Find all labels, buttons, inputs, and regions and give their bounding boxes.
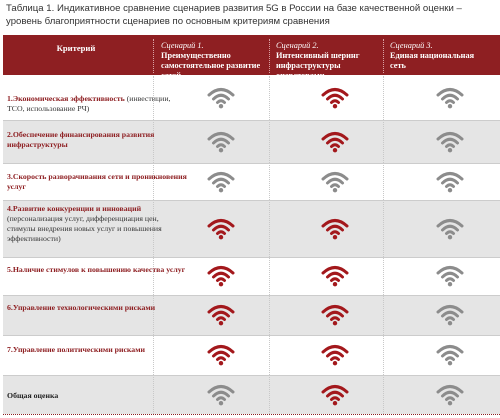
- column-divider: [269, 375, 270, 414]
- column-divider: [269, 335, 270, 375]
- criterion-title: Наличие стимулов к повышению качества услуг: [12, 265, 186, 274]
- criterion-label: [7, 265, 187, 275]
- criterion-number: 3.: [7, 172, 13, 181]
- wifi-signal-icon-red: [321, 304, 349, 326]
- row-separator: [3, 200, 500, 201]
- column-divider: [383, 295, 384, 335]
- table-row: [3, 76, 500, 120]
- wifi-signal-icon-red: [321, 87, 349, 109]
- wifi-signal-icon-red: [321, 384, 349, 406]
- column-divider: [153, 257, 154, 295]
- criterion-title: Развитие конкуренции и инноваций: [12, 204, 142, 213]
- column-divider: [153, 335, 154, 375]
- criterion-number: 4.: [7, 204, 13, 213]
- criterion-number: 7.: [7, 345, 13, 354]
- criterion-label: [7, 130, 187, 150]
- row-separator: [3, 163, 500, 164]
- table-row: [3, 295, 500, 335]
- criterion-title: Экономическая эффективность: [12, 94, 125, 103]
- scenario-3-desc: Единая национальная сеть: [390, 51, 475, 70]
- criterion-label: [7, 94, 187, 114]
- table-row: [3, 163, 500, 200]
- column-divider: [383, 257, 384, 295]
- header-scenario-3: [390, 41, 490, 71]
- table-row: [3, 375, 500, 414]
- criterion-title: Управление политическими рисками: [12, 345, 145, 354]
- table-caption: Таблица 1. Индикативное сравнение сценариев развития 5G в России на базе качественной оценки – уровень благоприятности сценариев по основным критериям сравнения: [6, 3, 462, 27]
- header-scenario-1: [161, 41, 261, 81]
- column-divider: [269, 76, 270, 120]
- column-divider: [153, 295, 154, 335]
- criterion-label: [7, 303, 187, 313]
- wifi-signal-icon-red: [207, 265, 235, 287]
- wifi-signal-icon-grey: [436, 304, 464, 326]
- header-divider: [153, 39, 154, 73]
- wifi-signal-icon-red: [207, 218, 235, 240]
- column-divider: [269, 163, 270, 200]
- header-divider: [269, 39, 270, 73]
- wifi-signal-icon-red: [321, 265, 349, 287]
- criterion-title: Скорость разворачивания сети и проникновения услуг: [7, 172, 187, 191]
- wifi-signal-icon-red: [321, 131, 349, 153]
- table-row: [3, 120, 500, 163]
- criterion-number: 2.: [7, 130, 13, 139]
- criterion-detail: (инвестиции, TCO, использование РЧ): [7, 94, 171, 113]
- column-divider: [269, 120, 270, 163]
- scenario-3-number: Сценарий 3.: [390, 41, 433, 50]
- column-divider: [383, 200, 384, 257]
- column-divider: [383, 120, 384, 163]
- header-criteria: Критерий: [56, 43, 96, 53]
- row-separator: [3, 120, 500, 121]
- wifi-signal-icon-grey: [207, 131, 235, 153]
- wifi-signal-icon-red: [321, 344, 349, 366]
- table-row: [3, 257, 500, 295]
- wifi-signal-icon-grey: [321, 171, 349, 193]
- column-divider: [269, 200, 270, 257]
- criterion-label: [7, 172, 187, 192]
- wifi-signal-icon-red: [207, 344, 235, 366]
- row-separator: [3, 335, 500, 336]
- criterion-label: [7, 345, 187, 355]
- wifi-signal-icon-grey: [207, 171, 235, 193]
- wifi-signal-icon-grey: [207, 384, 235, 406]
- column-divider: [383, 163, 384, 200]
- row-separator: [3, 295, 500, 296]
- criterion-title: Обеспечение финансирования развития инфраструктуры: [7, 130, 155, 149]
- table-bottom-border: [3, 414, 500, 415]
- wifi-signal-icon-grey: [436, 87, 464, 109]
- wifi-signal-icon-grey: [436, 384, 464, 406]
- criterion-detail: (персонализация услуг, дифференциация цен, стимулы внедрения новых услуг и повышения эффективности): [7, 214, 162, 243]
- wifi-signal-icon-red: [207, 304, 235, 326]
- wifi-signal-icon-grey: [436, 265, 464, 287]
- table-header: [3, 35, 500, 80]
- column-divider: [269, 257, 270, 295]
- wifi-signal-icon-grey: [436, 131, 464, 153]
- wifi-signal-icon-red: [321, 218, 349, 240]
- header-scenario-2: [276, 41, 376, 81]
- scenario-1-number: Сценарий 1.: [161, 41, 204, 50]
- table-row: [3, 200, 500, 257]
- row-separator: [3, 257, 500, 258]
- column-divider: [383, 375, 384, 414]
- wifi-signal-icon-grey: [436, 171, 464, 193]
- column-divider: [383, 76, 384, 120]
- criterion-label: [7, 391, 187, 401]
- criterion-title: Управление технологическими рисками: [12, 303, 156, 312]
- criterion-title: Общая оценка: [7, 391, 59, 400]
- scenario-2-desc: Интенсивный шеринг инфраструктуры операторами: [276, 51, 360, 80]
- row-separator: [3, 375, 500, 376]
- header-divider: [383, 39, 384, 73]
- criterion-label: [7, 204, 187, 244]
- column-divider: [383, 335, 384, 375]
- scenario-1-desc: Преимущественно самостоятельное развитие сетей: [161, 51, 261, 80]
- criterion-number: 5.: [7, 265, 13, 274]
- wifi-signal-icon-grey: [207, 87, 235, 109]
- table-row: [3, 335, 500, 375]
- criterion-number: 6.: [7, 303, 13, 312]
- column-divider: [269, 295, 270, 335]
- criterion-number: 1.: [7, 94, 13, 103]
- wifi-signal-icon-grey: [436, 218, 464, 240]
- scenario-2-number: Сценарий 2.: [276, 41, 319, 50]
- wifi-signal-icon-grey: [436, 344, 464, 366]
